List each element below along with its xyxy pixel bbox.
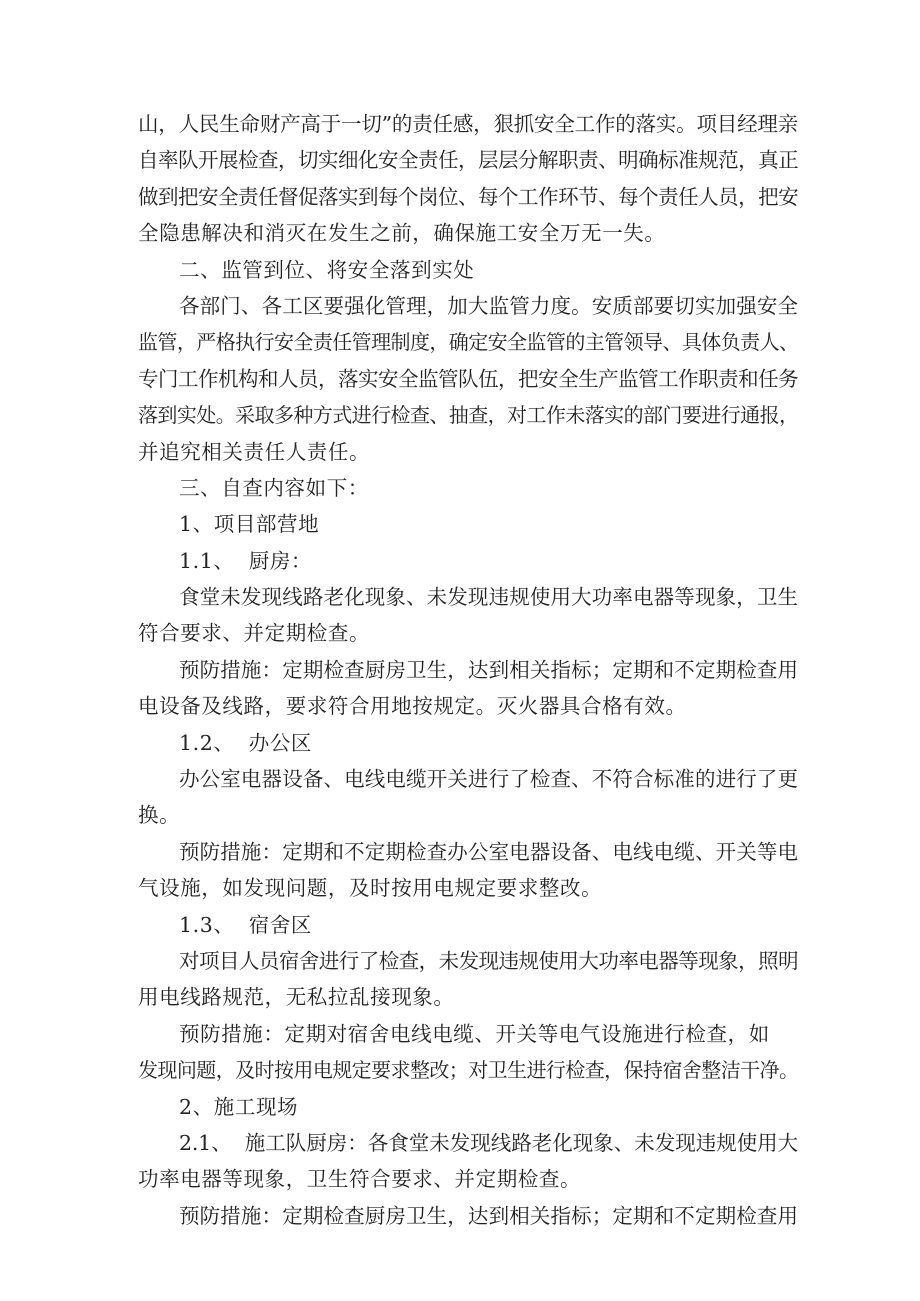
item-heading: 1.2、 办公区 <box>179 730 313 755</box>
item-heading: 1.1、 厨房： <box>179 548 313 573</box>
text-line: 自率队开展检查，切实细化安全责任，层层分解职责、明确标准规范，真正 <box>138 148 798 173</box>
text-line: 电设备及线路，要求符合用地按规定。灭火器具合格有效。 <box>138 694 687 719</box>
text-line: 落到实处。采取多种方式进行检查、抽查，对工作未落实的部门要进行通报， <box>138 403 798 428</box>
item-heading: 1.3、 宿舍区 <box>179 912 313 937</box>
text-line: 预防措施：定期对宿舍电线电缆、开关等电气设施进行检查，如 <box>179 1021 770 1046</box>
text-line: 食堂未发现线路老化现象、未发现违规使用大功率电器等现象，卫生 <box>179 585 798 610</box>
document-body <box>138 106 798 1234</box>
subsection-heading: 2、施工现场 <box>179 1094 299 1119</box>
text-line: 办公室电器设备、电线电缆开关进行了检查、不符合标准的进行了更 <box>179 767 798 792</box>
section-heading: 三、自查内容如下： <box>179 475 369 500</box>
text-line: 气设施，如发现问题，及时按用电规定要求整改。 <box>138 876 603 901</box>
text-line: 预防措施：定期和不定期检查办公室电器设备、电线电缆、开关等电 <box>179 839 798 864</box>
text-line: 符合要求、并定期检查。 <box>138 621 371 646</box>
text-line: 监管，严格执行安全责任管理制度，确定安全监管的主管领导、具体负责人、 <box>138 330 798 355</box>
text-line: 做到把安全责任督促落实到每个岗位、每个工作环节、每个责任人员，把安 <box>138 184 798 209</box>
text-line: 换。 <box>138 803 181 828</box>
text-line: 全隐患解决和消灭在发生之前，确保施工安全万无一失。 <box>138 221 666 246</box>
text-line: 并追究相关责任人责任。 <box>138 439 371 464</box>
text-line: 专门工作机构和人员，落实安全监管队伍，把安全生产监管工作职责和任务 <box>138 366 798 391</box>
text-line: 预防措施：定期检查厨房卫生，达到相关指标；定期和不定期检查用 <box>179 1203 798 1228</box>
text-line: 对项目人员宿舍进行了检查，未发现违规使用大功率电器等现象，照明 <box>179 948 798 973</box>
text-line: 发现问题，及时按用电规定要求整改；对卫生进行检查，保持宿舍整洁干净。 <box>138 1058 798 1083</box>
text-line: 功率电器等现象，卫生符合要求、并定期检查。 <box>138 1167 582 1192</box>
text-line: 预防措施：定期检查厨房卫生，达到相关指标；定期和不定期检查用 <box>179 657 798 682</box>
section-heading: 二、监管到位、将安全落到实处 <box>179 257 475 282</box>
text-line: 山，人民生命财产高于一切”的责任感，狠抓安全工作的落实。项目经理亲 <box>138 112 798 136</box>
subsection-heading: 1、项目部营地 <box>179 512 320 537</box>
text-line: 各部门、各工区要强化管理，加大监管力度。安质部要切实加强安全 <box>179 293 798 318</box>
text-line: 2.1、 施工队厨房：各食堂未发现线路老化现象、未发现违规使用大 <box>179 1130 798 1155</box>
text-line: 用电线路规范，无私拉乱接现象。 <box>138 985 455 1010</box>
